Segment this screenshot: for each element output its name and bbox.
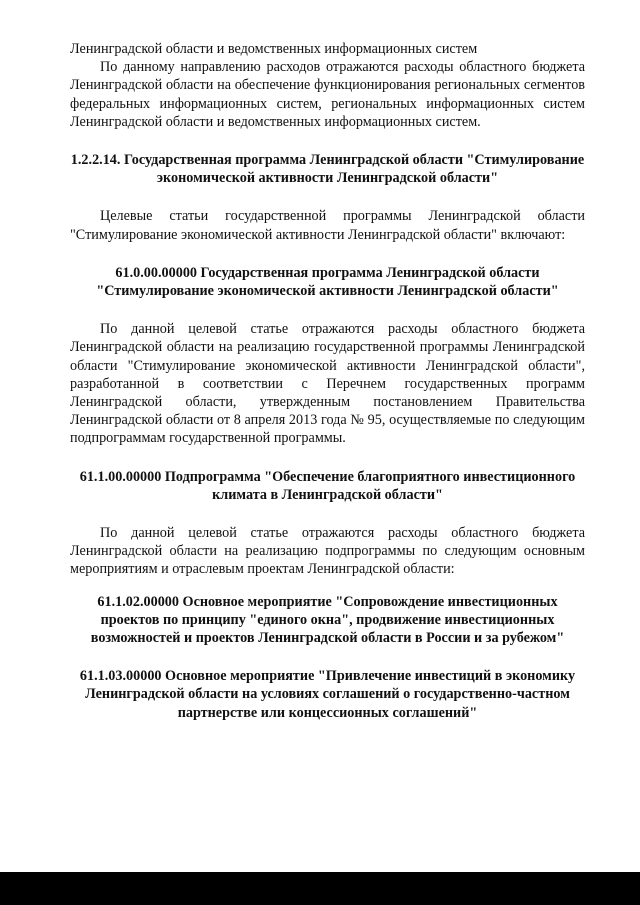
section-heading: 61.1.02.00000 Основное мероприятие "Сопровождение инвестиционных проектов по принципу "единого окна", продвижение инвестиционных возможностей и проектов Ленинградской области в России и за рубежом" <box>90 593 565 647</box>
paragraph: По данному направлению расходов отражаются расходы областного бюджета Ленинградской области на обеспечение функционирования региональных сегментов федеральных информационных систем, региональных информационных систем Ленинградской области и ведомственных информационных систем. <box>70 59 585 130</box>
scan-bottom-border <box>0 872 640 905</box>
paragraph: Ленинградской области и ведомственных информационных систем <box>70 41 478 57</box>
paragraph: Целевые статьи государственной программы Ленинградской области "Стимулирование экономической активности Ленинградской области" включают: <box>70 208 585 243</box>
section-heading: 61.1.03.00000 Основное мероприятие "Привлечение инвестиций в экономику Ленинградской области на условиях соглашений о государственно-частном партнерстве или концессионных соглашений" <box>79 668 576 721</box>
section-heading: 61.0.00.00000 Государственная программа Ленинградской области "Стимулирование экономической активности Ленинградской области" <box>96 264 559 300</box>
paragraph: По данной целевой статье отражаются расходы областного бюджета Ленинградской области на реализацию подпрограммы по следующим основным мероприятиям и отраслевым проектам Ленинградской области: <box>70 525 585 578</box>
section-heading: 1.2.2.14. Государственная программа Ленинградской области "Стимулирование экономической активности Ленинградской области" <box>70 152 585 187</box>
section-heading: 61.1.00.00000 Подпрограмма "Обеспечение благоприятного инвестиционного климата в Ленинградской области" <box>79 468 576 503</box>
paragraph: По данной целевой статье отражаются расходы областного бюджета Ленинградской области на реализацию государственной программы Ленинградской области "Стимулирование экономической активности Ленинградской области", разработанной в соответствии с Перечнем государственных программ Ленинградской области, утвержденным постановлением Правительства Ленинградской области от 8 апреля 2013 года № 95, осуществляемые по следующим подпрограммам государственной программы. <box>70 321 585 447</box>
document-page <box>70 40 585 722</box>
